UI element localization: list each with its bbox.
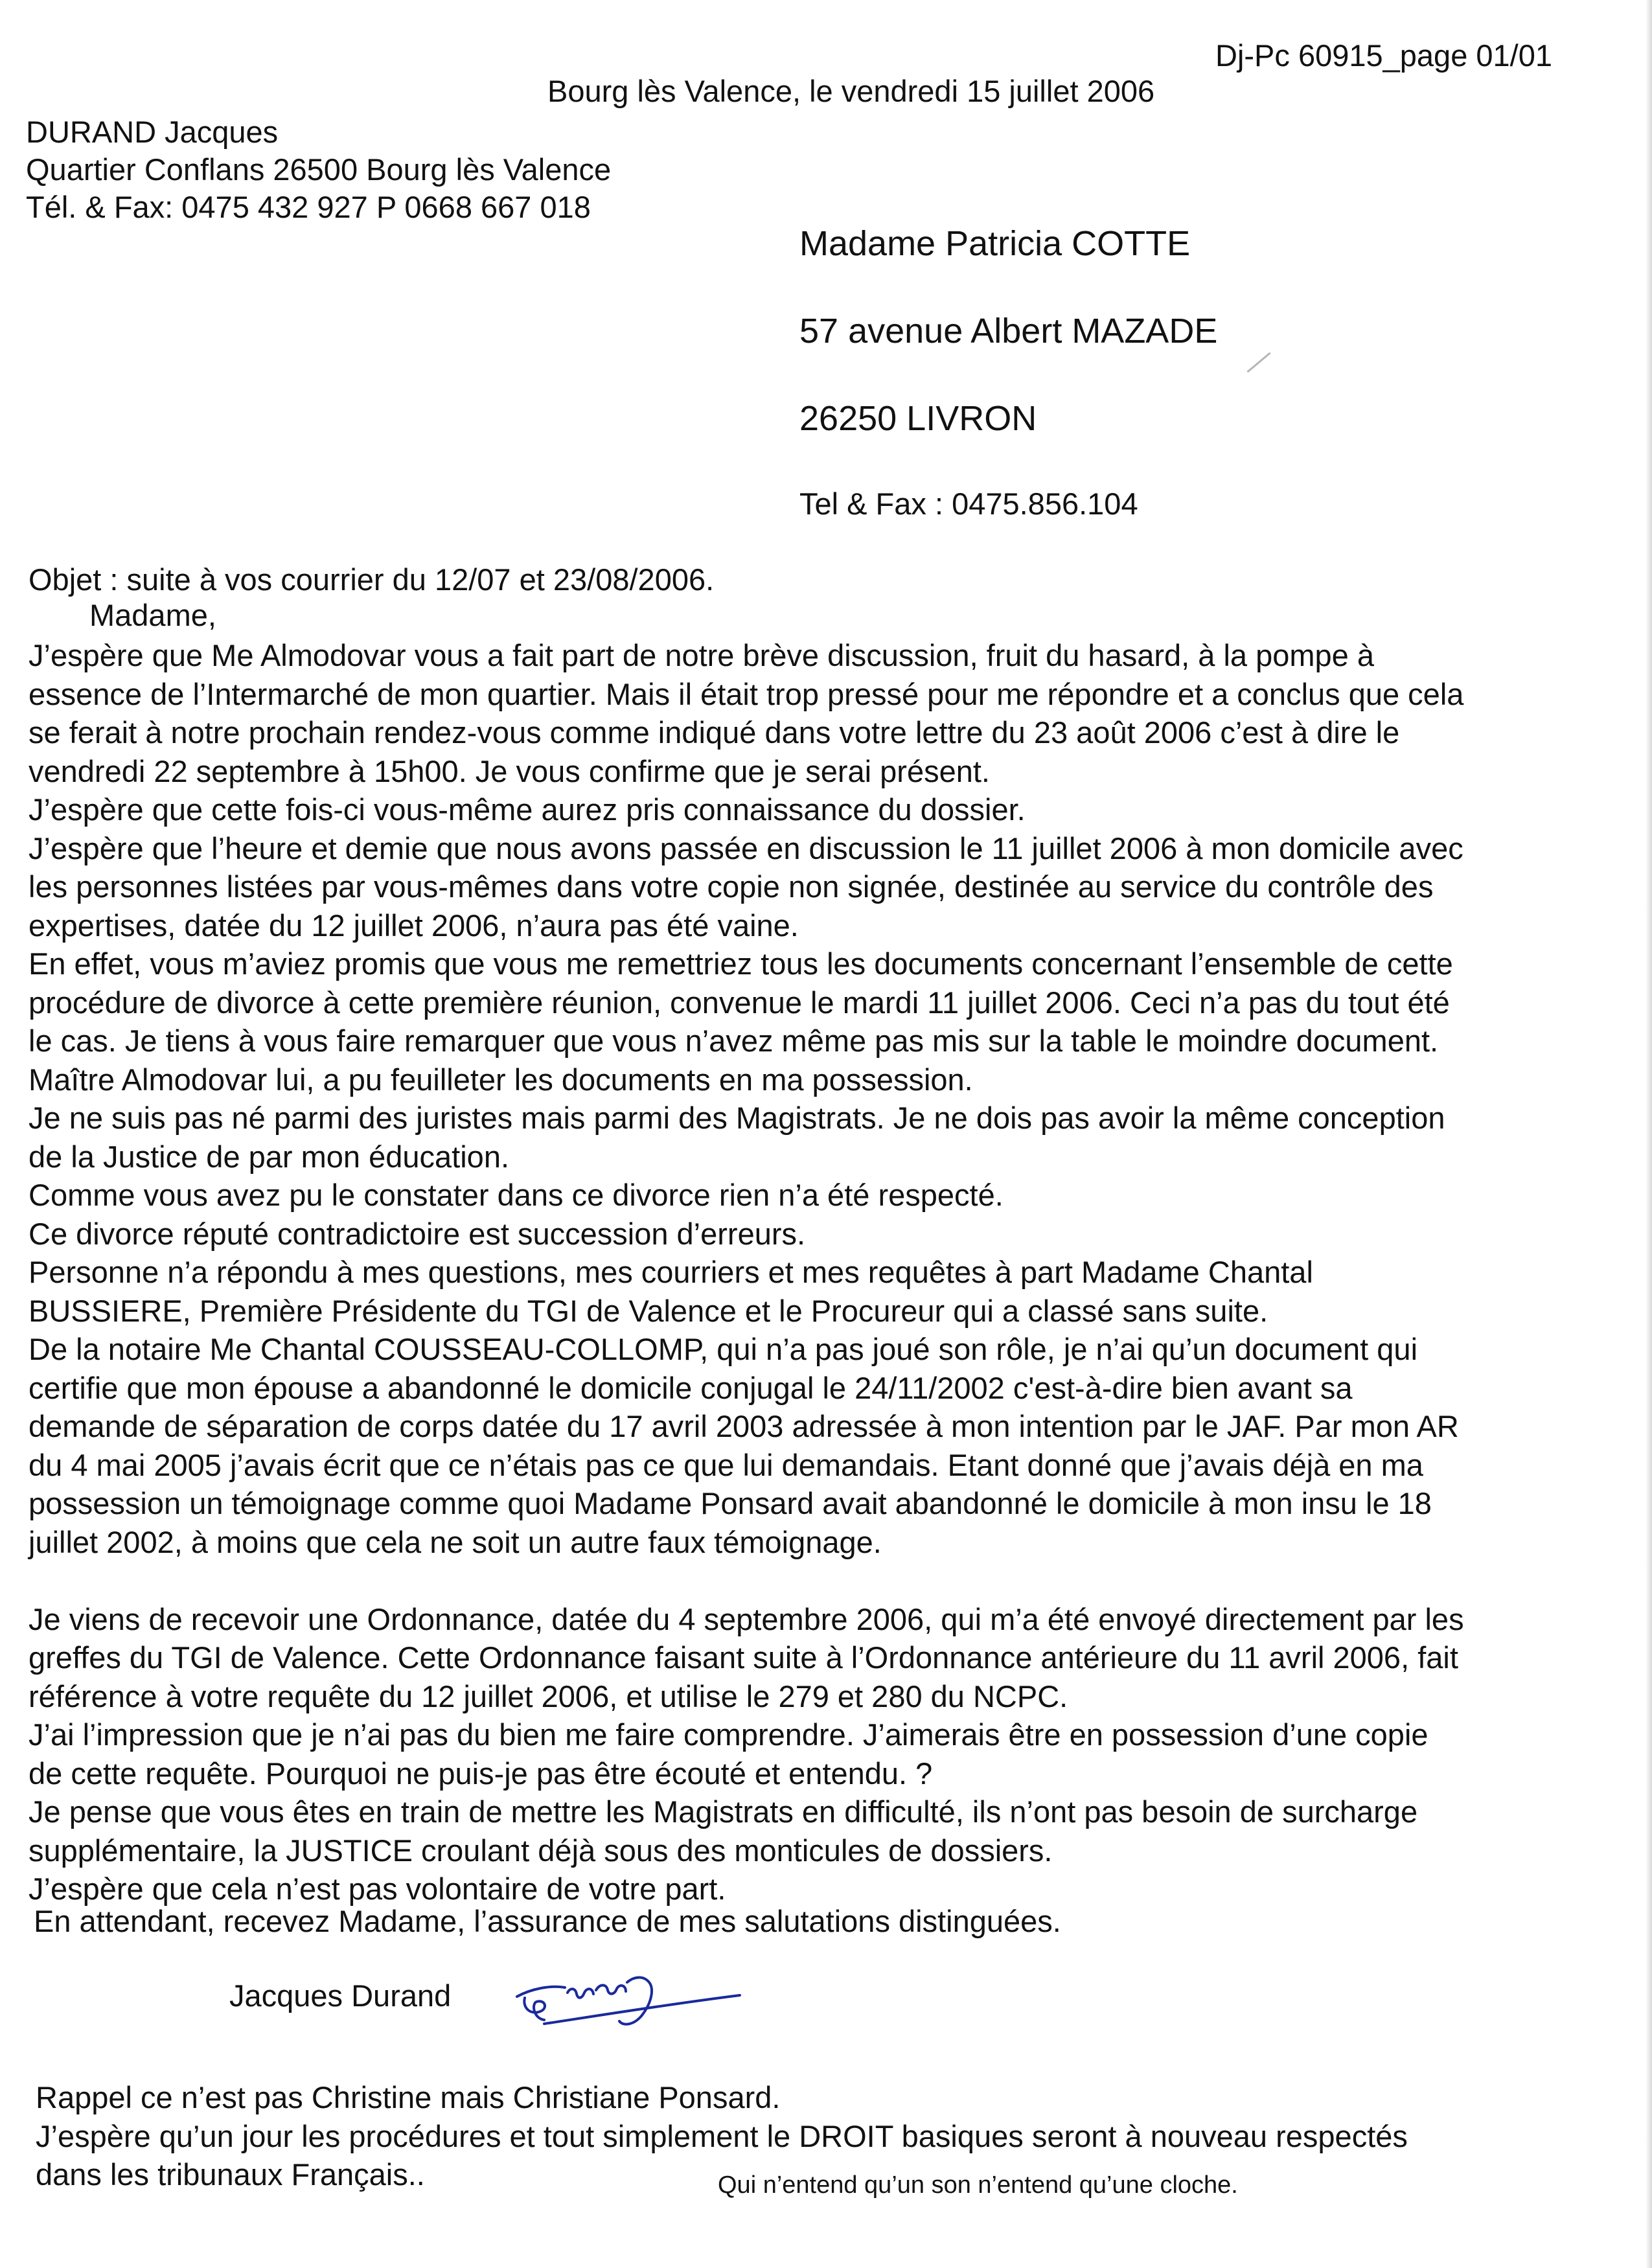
sender-name: DURAND Jacques (26, 115, 279, 149)
body-line: du 4 mai 2005 j’avais écrit que ce n’étais pas ce que lui demandais. Etant donné que j’avais déjà en ma (29, 1447, 1423, 1482)
body-line: J’espère que l’heure et demie que nous avons passée en discussion le 11 juillet 2006 à mon domicile avec (29, 830, 1463, 865)
body-line: expertises, datée du 12 juillet 2006, n’aura pas été vaine. (29, 908, 799, 943)
recipient-name: Madame Patricia COTTE (799, 224, 1191, 263)
recipient-city: 26250 LIVRON (799, 399, 1037, 438)
sender-address: Quartier Conflans 26500 Bourg lès Valence (26, 152, 612, 187)
pen-mark (1246, 352, 1270, 373)
body-line: J’ai l’impression que je n’ai pas du bien me faire comprendre. J’aimerais être en possession d’une copie (29, 1717, 1428, 1752)
postscript-line: J’espère qu’un jour les procédures et tout simplement le DROIT basiques seront à nouveau respectés (36, 2118, 1408, 2153)
body-line: Ce divorce réputé contradictoire est succession d’erreurs. (29, 1216, 806, 1251)
document-reference: Dj-Pc 60915_page 01/01 (1215, 38, 1553, 73)
body-line: certifie que mon épouse a abandonné le domicile conjugal le 24/11/2002 c'est-à-dire bien avant sa (29, 1370, 1353, 1405)
body-line: les personnes listées par vous-mêmes dans votre copie non signée, destinée au service du contrôle des (29, 869, 1434, 904)
body-line: J’espère que cela n’est pas volontaire de votre part. (29, 1872, 726, 1906)
body-line: J’espère que cette fois-ci vous-même aurez pris connaissance du dossier. (29, 792, 1026, 827)
body-line: le cas. Je tiens à vous faire remarquer que vous n’avez même pas mis sur la table le moindre document. (29, 1024, 1439, 1058)
sender-phone: Tél. & Fax: 0475 432 927 P 0668 667 018 (26, 190, 591, 224)
body-line: BUSSIERE, Première Présidente du TGI de Valence et le Procureur qui a classé sans suite. (29, 1293, 1268, 1328)
body-line: de la Justice de par mon éducation. (29, 1139, 510, 1174)
body-line: Je pense que vous êtes en train de mettre les Magistrats en difficulté, ils n’ont pas besoin de surcharge (29, 1794, 1418, 1829)
body-line: référence à votre requête du 12 juillet 2006, et utilise le 279 et 280 du NCPC. (29, 1678, 1068, 1713)
body-line: Maître Almodovar lui, a pu feuilleter les documents en ma possession. (29, 1062, 973, 1097)
letter-closing: En attendant, recevez Madame, l’assurance de mes salutations distinguées. (34, 1904, 1061, 1938)
body-line: Je viens de recevoir une Ordonnance, datée du 4 septembre 2006, qui m’a été envoyé directement par les (29, 1601, 1464, 1636)
body-line: Comme vous avez pu le constater dans ce divorce rien n’a été respecté. (29, 1178, 1004, 1212)
body-line: procédure de divorce à cette première réunion, convenue le mardi 11 juillet 2006. Ceci n’a pas du tout été (29, 985, 1450, 1020)
letter-subject: Objet : suite à vos courrier du 12/07 et 23/08/2006. (29, 562, 715, 597)
body-line: possession un témoignage comme quoi Madame Ponsard avait abandonné le domicile à mon insu le 18 (29, 1486, 1432, 1520)
body-line: greffes du TGI de Valence. Cette Ordonnance faisant suite à l’Ordonnance antérieure du 11 avril 2006, fait (29, 1640, 1458, 1675)
body-line: Je ne suis pas né parmi des juristes mais parmi des Magistrats. Je ne dois pas avoir la même conception (29, 1101, 1445, 1135)
body-line: demande de séparation de corps datée du 17 avril 2003 adressée à mon intention par le JAF. Par mon AR (29, 1409, 1459, 1443)
recipient-phone: Tel & Fax : 0475.856.104 (799, 487, 1138, 521)
body-line: essence de l’Intermarché de mon quartier. Mais il était trop pressé pour me répondre et a conclus que cela (29, 676, 1464, 711)
body-line: Personne n’a répondu à mes questions, mes courriers et mes requêtes à part Madame Chantal (29, 1255, 1313, 1289)
postscript-line: dans les tribunaux Français.. (36, 2157, 425, 2192)
body-line: En effet, vous m’aviez promis que vous me remettriez tous les documents concernant l’ensemble de cette (29, 946, 1453, 981)
postscript-line: Rappel ce n’est pas Christine mais Christiane Ponsard. (36, 2080, 781, 2114)
scan-edge (1646, 0, 1652, 2268)
body-line: de cette requête. Pourquoi ne puis-je pas être écouté et entendu. ? (29, 1756, 933, 1791)
letter-body (29, 636, 1629, 1908)
body-line: supplémentaire, la JUSTICE croulant déjà sous des monticules de dossiers. (29, 1833, 1053, 1868)
handwritten-signature (505, 1956, 745, 2034)
body-line: vendredi 22 septembre à 15h00. Je vous confirme que je serai présent. (29, 753, 990, 788)
paragraph-gap (29, 1561, 1629, 1600)
recipient-street: 57 avenue Albert MAZADE (799, 312, 1218, 350)
letter-salutation: Madame, (89, 598, 216, 632)
body-line: se ferait à notre prochain rendez-vous comme indiqué dans votre lettre du 23 août 2006 c’est à dire le (29, 715, 1400, 750)
signer-name: Jacques Durand (229, 1978, 452, 2013)
place-and-date: Bourg lès Valence, le vendredi 15 juillet 2006 (547, 74, 1155, 108)
body-line: De la notaire Me Chantal COUSSEAU-COLLOMP, qui n’a pas joué son rôle, je n’ai qu’un document qui (29, 1332, 1418, 1366)
body-line: juillet 2002, à moins que cela ne soit un autre faux témoignage. (29, 1524, 882, 1559)
body-line: J’espère que Me Almodovar vous a fait part de notre brève discussion, fruit du hasard, à la pompe à (29, 638, 1374, 672)
sender-block (26, 113, 611, 226)
closing-proverb: Qui n’entend qu’un son n’entend qu’une cloche. (718, 2171, 1238, 2199)
